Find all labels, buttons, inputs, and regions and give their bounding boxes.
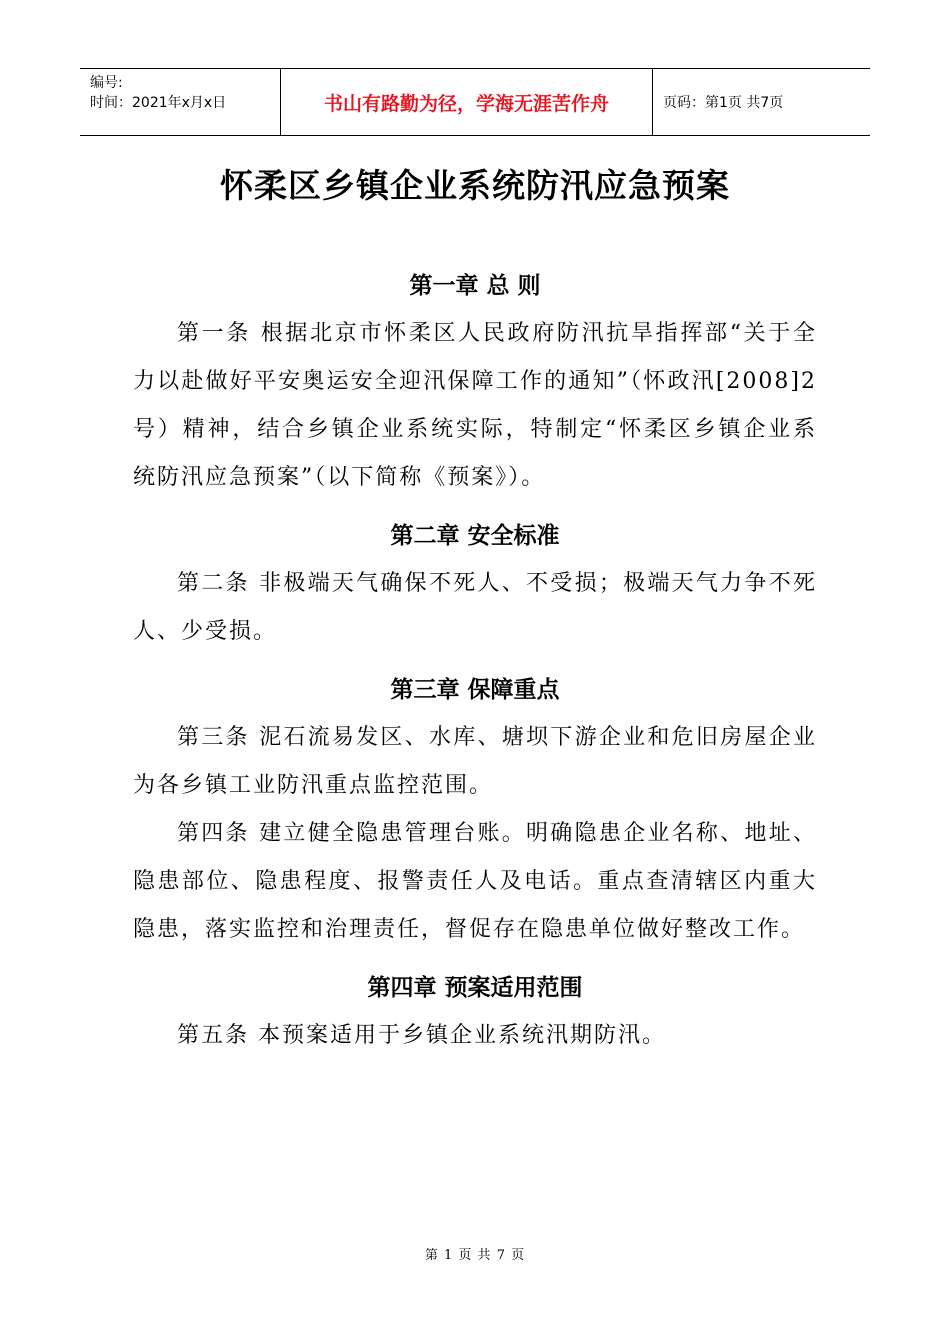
document-title: 怀柔区乡镇企业系统防汛应急预案	[220, 166, 730, 205]
number-label: 编号:	[90, 75, 123, 91]
chapter-heading-2: 第二章 安全标准	[390, 523, 560, 549]
time-label: 时间：2021年x月x日	[90, 95, 227, 111]
header-meta-cell	[80, 69, 281, 135]
article-3: 第三条 泥石流易发区、水库、塘坝下游企业和危旧房屋企业为各乡镇工业防汛重点监控范围。	[133, 725, 817, 798]
article-4: 第四条 建立健全隐患管理台账。明确隐患企业名称、地址、隐患部位、隐患程度、报警责任人及电话。重点查清辖区内重大隐患，落实监控和治理责任，督促存在隐患单位做好整改工作。	[133, 821, 817, 942]
chapter-heading-4: 第四章 预案适用范围	[367, 975, 583, 1001]
header-table	[80, 68, 870, 136]
article-5: 第五条 本预案适用于乡镇企业系统汛期防汛。	[177, 1023, 666, 1048]
header-motto: 书山有路勤为径，学海无涯苦作舟	[281, 69, 653, 135]
chapter-heading-3: 第三章 保障重点	[390, 677, 560, 703]
article-1: 第一条 根据北京市怀柔区人民政府防汛抗旱指挥部“关于全力以赴做好平安奥运安全迎汛保障工作的通知”（怀政汛[2008]2号）精神，结合乡镇企业系统实际，特制定“怀柔区乡镇企业系统防汛应急预案”（以下简称《预案》）。	[133, 321, 817, 490]
header-page-info: 页码：第1页 共7页	[663, 95, 784, 111]
document-body	[133, 262, 817, 1060]
article-2: 第二条 非极端天气确保不死人、不受损；极端天气力争不死人、少受损。	[133, 571, 817, 644]
page-footer: 第 1 页 共 7 页	[424, 1248, 526, 1263]
chapter-heading-1: 第一章 总 则	[409, 273, 541, 299]
